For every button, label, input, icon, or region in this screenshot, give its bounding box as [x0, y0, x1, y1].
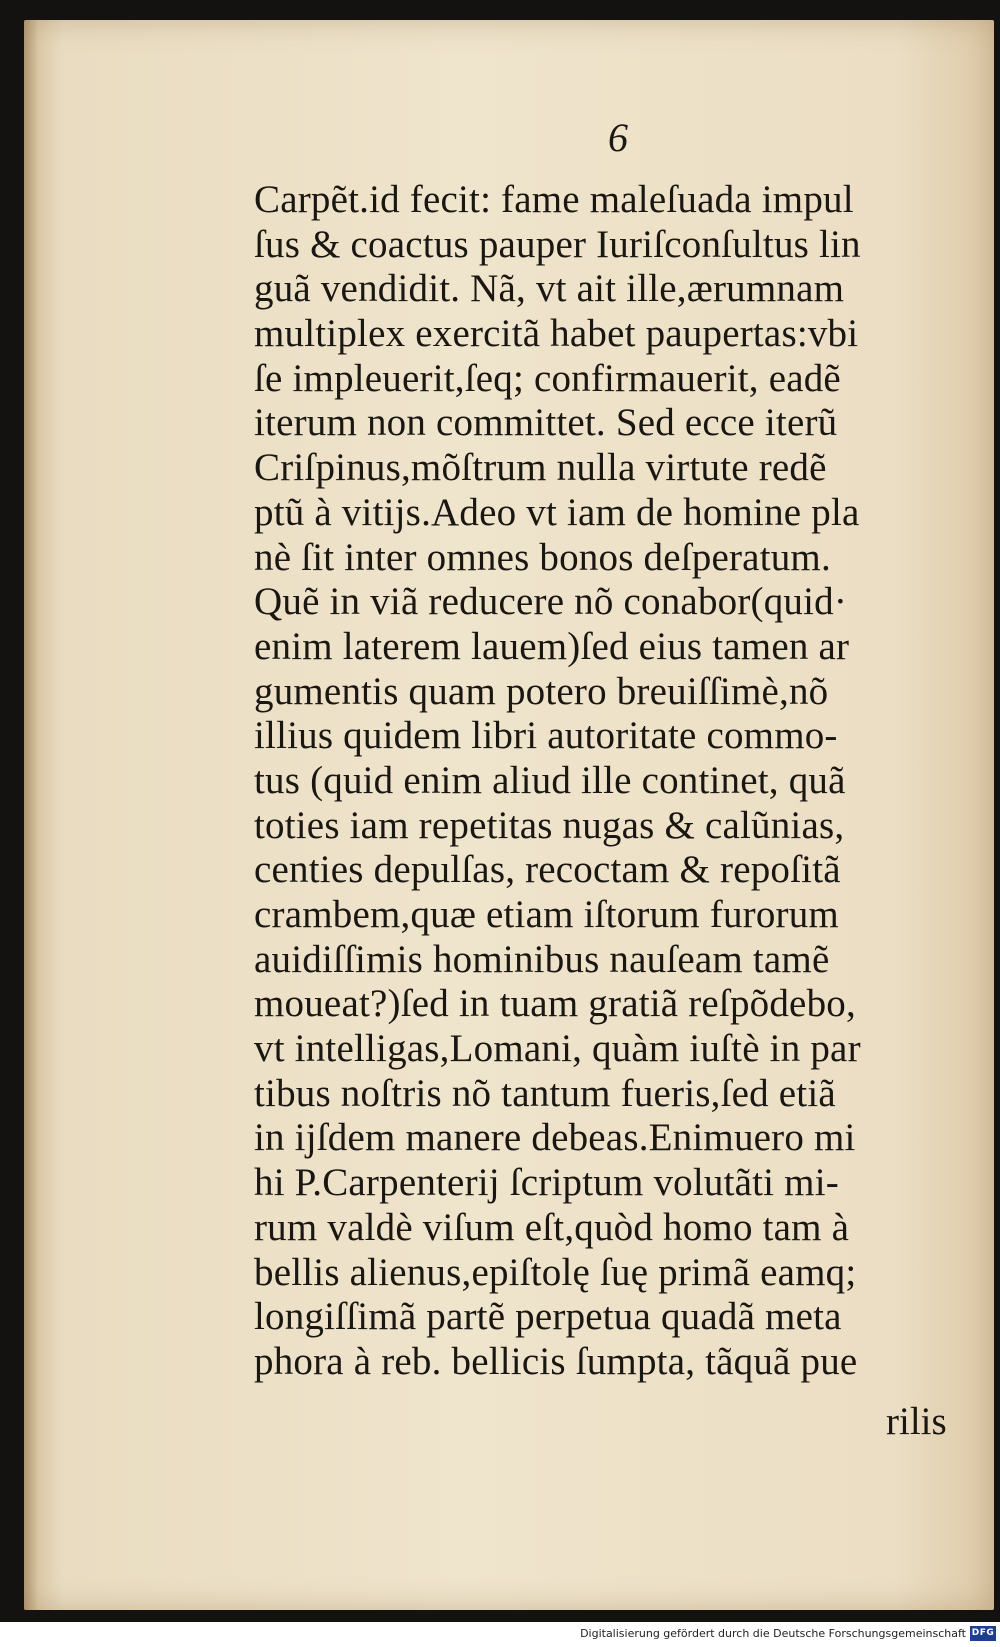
text-line: longiſſimã partẽ perpetua quadã meta: [254, 1295, 842, 1339]
catchword: rilis: [886, 1400, 947, 1443]
text-line: nè ſit inter omnes bonos deſperatum.: [254, 535, 831, 579]
text-line: hi P.Carpenterij ſcriptum volutãti mi-: [254, 1161, 839, 1205]
text-line: Carpẽt.id fecit: fame maleſuada impul: [254, 178, 854, 221]
text-line: bellis alienus,epiſtolę ſuę primã eamq;: [254, 1250, 857, 1294]
text-line: toties iam repetitas nugas & calũnias,: [254, 803, 845, 847]
text-line: ſe impleuerit,ſeq; confirmauerit, eadẽ: [254, 356, 841, 400]
text-line: guã vendidit. Nã, vt ait ille,ærumnam: [254, 267, 845, 311]
dfg-logo: DFG: [970, 1626, 996, 1641]
text-line: centies depulſas, recoctam & repoſitã: [254, 848, 841, 892]
text-line: vt intelligas,Lomani, quàm iuſtè in par: [254, 1027, 861, 1071]
text-line: in ijſdem manere debeas.Enimuero mi: [254, 1116, 856, 1160]
text-line: ſus & coactus pauper Iuriſconſultus lin: [254, 222, 861, 266]
text-line: moueat?)ſed in tuam gratiã reſpõdebo,: [254, 982, 856, 1026]
text-line: enim laterem lauem)ſed eius tamen ar: [254, 624, 850, 668]
text-line: Quẽ in viã reducere nõ conabor(quid·: [254, 580, 848, 624]
footer: [0, 1622, 1000, 1647]
text-line: phora à reb. bellicis ſumpta, tãquã pue: [254, 1339, 858, 1383]
text-line: rum valdè viſum eſt,quòd homo tam à: [254, 1205, 850, 1249]
text-line: gumentis quam potero breuiſſimè,nõ: [254, 669, 829, 713]
text-line: illius quidem libri autoritate commo-: [254, 714, 838, 758]
page-text-block: [254, 178, 974, 1385]
text-line: ptũ à vitijs.Adeo vt iam de homine pla: [254, 490, 860, 534]
digitization-credit: Digitalisierung gefördert durch die Deutsche Forschungsgemeinschaft: [580, 1627, 966, 1640]
text-line: tus (quid enim aliud ille continet, quã: [254, 758, 846, 802]
text-line: Criſpinus,mõſtrum nulla virtute redẽ: [254, 446, 827, 490]
page-number: 6: [608, 115, 628, 160]
book-page: [24, 20, 994, 1610]
text-line: auidiſſimis hominibus nauſeam tamẽ: [254, 937, 830, 981]
text-line: crambem,quæ etiam iſtorum furorum: [254, 893, 839, 936]
text-line: multiplex exercitã habet paupertas:vbi: [254, 312, 859, 356]
text-line: iterum non committet. Sed ecce iterũ: [254, 401, 838, 445]
text-line: tibus noſtris nõ tantum fueris,ſed etiã: [254, 1071, 836, 1115]
